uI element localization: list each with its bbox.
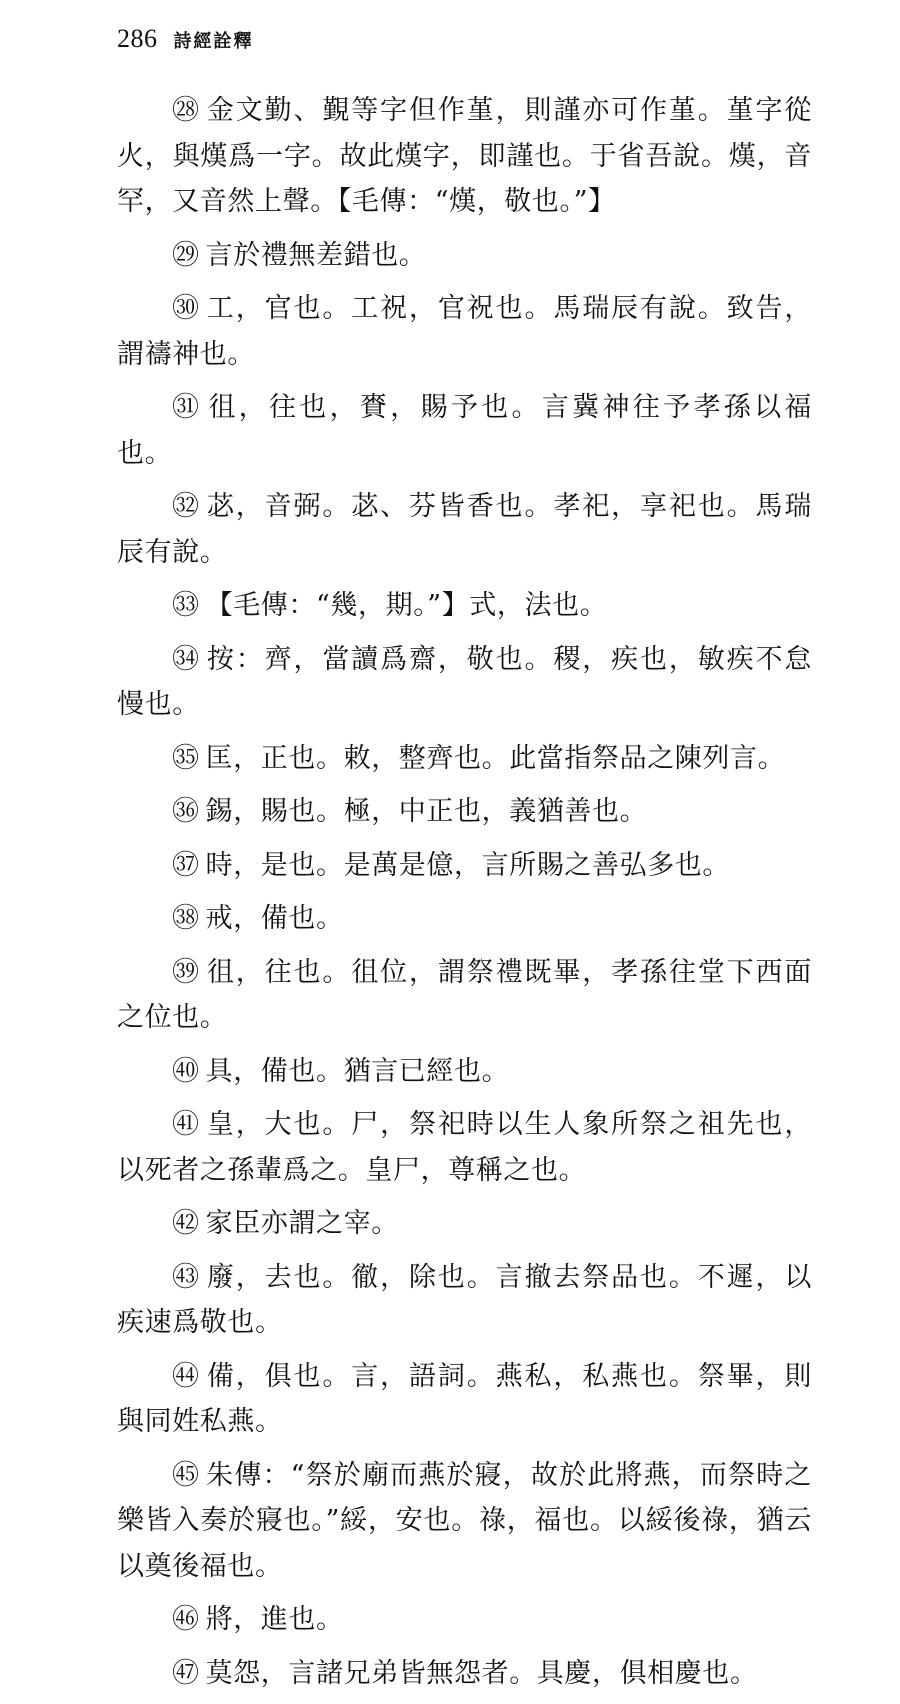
note-text: 徂，往也，賚，賜予也。言冀神往予孝孫以福也。 bbox=[117, 392, 812, 469]
note-text: 具，備也。猶言已經也。 bbox=[205, 1055, 510, 1087]
note-43 bbox=[117, 1255, 812, 1346]
note-text: 苾，音弼。苾、芬皆香也。孝祀，享祀也。馬瑞辰有說。 bbox=[117, 491, 812, 568]
note-text: 匡，正也。敕，整齊也。此當指祭品之陳列言。 bbox=[205, 742, 786, 774]
note-marker: ㊵ bbox=[172, 1055, 200, 1087]
note-32 bbox=[117, 484, 812, 575]
note-text: 徂，往也。徂位，謂祭禮既畢，孝孫往堂下西面之位也。 bbox=[117, 956, 812, 1033]
running-head bbox=[117, 24, 254, 60]
note-marker: ㊷ bbox=[172, 1208, 200, 1239]
note-text: 皇，大也。尸，祭祀時以生人象所祭之祖先也，以死者之孫輩爲之。皇尸，尊稱之也。 bbox=[117, 1109, 812, 1186]
note-34 bbox=[117, 637, 812, 728]
note-33 bbox=[117, 583, 812, 629]
note-text: 備，俱也。言，語詞。燕私，私燕也。祭畢，則與同姓私燕。 bbox=[117, 1360, 812, 1437]
note-28 bbox=[117, 88, 812, 225]
note-text: 工，官也。工祝，官祝也。馬瑞辰有說。致告，謂禱神也。 bbox=[117, 293, 812, 370]
notes-list bbox=[117, 88, 812, 1704]
note-marker: ㉝ bbox=[172, 590, 200, 621]
note-29 bbox=[117, 233, 812, 279]
note-marker: ㉜ bbox=[172, 491, 200, 522]
note-42 bbox=[117, 1201, 812, 1247]
note-marker: ㊹ bbox=[172, 1360, 200, 1392]
note-38 bbox=[117, 896, 812, 942]
note-marker: ㊴ bbox=[172, 956, 200, 988]
note-45 bbox=[117, 1453, 812, 1590]
note-marker: ㉟ bbox=[172, 742, 200, 774]
note-marker: ㊼ bbox=[172, 1657, 200, 1689]
note-31 bbox=[117, 385, 812, 476]
note-marker: ㉛ bbox=[172, 392, 200, 423]
book-title: 詩經詮釋 bbox=[173, 31, 254, 52]
note-text: 錫，賜也。極，中正也，義猶善也。 bbox=[205, 796, 648, 827]
note-39 bbox=[117, 950, 812, 1041]
note-marker: ㉞ bbox=[172, 643, 200, 675]
note-marker: ㊸ bbox=[172, 1261, 200, 1293]
note-text: 按：齊，當讀爲齋，敬也。稷，疾也，敏疾不怠慢也。 bbox=[117, 643, 812, 720]
note-37 bbox=[117, 843, 812, 889]
note-30 bbox=[117, 286, 812, 377]
note-47 bbox=[117, 1651, 812, 1697]
note-marker: ㊻ bbox=[172, 1604, 200, 1635]
note-marker: ㉚ bbox=[172, 293, 200, 324]
note-marker: ㉙ bbox=[172, 239, 200, 271]
note-text: 朱傳：“祭於廟而燕於寢，故於此將燕，而祭時之樂皆入奏於寢也。”綏，安也。祿，福也。以綏後祿，猶云以奠後福也。 bbox=[117, 1459, 812, 1582]
page-number: 286 bbox=[117, 24, 158, 53]
note-36 bbox=[117, 789, 812, 835]
note-text: 金文勤、覲等字但作堇，則謹亦可作堇。堇字從火，與熯爲一字。故此熯字，即謹也。于省吾說。熯，音罕，又音然上聲。【毛傳：“熯，敬也。”】 bbox=[117, 95, 812, 217]
note-text: 家臣亦謂之宰。 bbox=[205, 1208, 399, 1239]
note-marker: ㊳ bbox=[172, 903, 200, 934]
note-44 bbox=[117, 1354, 812, 1445]
note-text: 廢，去也。徹，除也。言撤去祭品也。不遲，以疾速爲敬也。 bbox=[117, 1261, 812, 1338]
note-text: 言於禮無差錯也。 bbox=[205, 239, 427, 271]
note-marker: ㊶ bbox=[172, 1109, 200, 1140]
note-text: 將，進也。 bbox=[205, 1604, 344, 1635]
note-marker: ㊲ bbox=[172, 849, 200, 881]
note-text: 戒，備也。 bbox=[205, 903, 344, 934]
note-text: 時，是也。是萬是億，言所賜之善弘多也。 bbox=[205, 849, 731, 881]
note-35 bbox=[117, 736, 812, 782]
note-text: 莫怨，言諸兄弟皆無怨者。具慶，俱相慶也。 bbox=[205, 1657, 758, 1689]
note-marker: ㉘ bbox=[172, 95, 200, 126]
note-41 bbox=[117, 1102, 812, 1193]
note-marker: ㊺ bbox=[172, 1459, 200, 1491]
note-46 bbox=[117, 1597, 812, 1643]
note-40 bbox=[117, 1049, 812, 1095]
note-text: 【毛傳：“幾，期。”】式，法也。 bbox=[205, 590, 608, 621]
note-marker: ㊱ bbox=[172, 796, 200, 827]
